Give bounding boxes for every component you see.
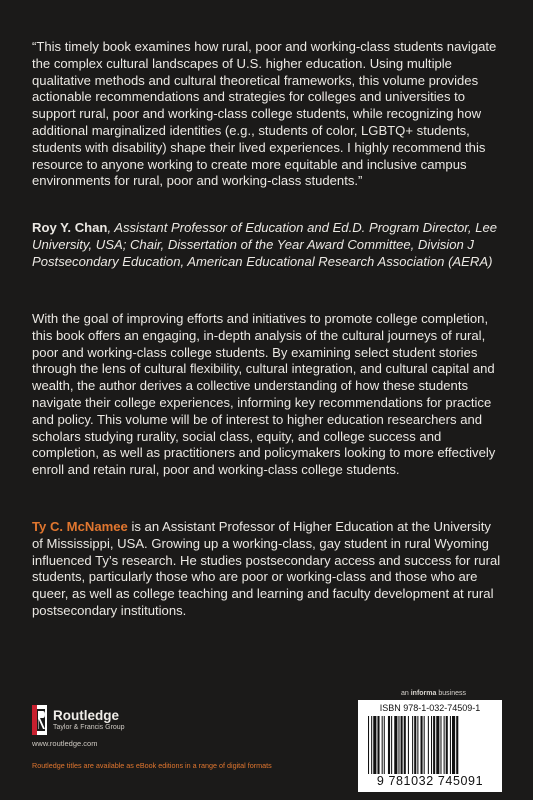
bio-text: is an Assistant Professor of Higher Education at the University of Mississippi, USA. Growing up a working-class, gay student in rural Wyoming influenced Ty’s research. He studies postsecondary access and success for rural students, particularly those who are poor or working-class and those who are queer, as well as college teaching and learning and faculty development at rural postsecondary institutions. (32, 519, 501, 618)
informa-prefix: an (401, 690, 411, 697)
publisher-name: Routledge (53, 708, 119, 723)
barcode-bar (428, 716, 429, 774)
barcode-bar (452, 716, 455, 774)
barcode-bar (408, 716, 409, 774)
barcode-bar (412, 716, 413, 774)
barcode-bar (388, 716, 390, 774)
endorser-name: Roy Y. Chan (32, 220, 108, 235)
book-description (32, 311, 502, 479)
barcode-bar (440, 716, 441, 774)
informa-brand: informa (410, 690, 437, 697)
barcode-bar (384, 716, 385, 774)
isbn-label: ISBN 978-1-032-74509-1 (379, 703, 481, 713)
barcode-bar (444, 716, 445, 774)
publisher-group: Taylor & Francis Group (53, 724, 125, 731)
endorser-title: , Assistant Professor of Education and Ed.D. Program Director, Lee University, USA; Chair, Dissertation of the Year Award Committee, Division J Postsecondary Education, American Educational Research Association (AERA) (32, 220, 498, 269)
barcode-bar (377, 716, 379, 774)
barcode-bar (456, 716, 458, 774)
barcode-bar (382, 716, 383, 774)
barcode-bar (450, 716, 451, 774)
barcode-bar (391, 716, 392, 774)
barcode-bar (436, 716, 439, 774)
routledge-r-logo-icon (32, 705, 47, 735)
publisher-website: www.routledge.com (32, 739, 98, 748)
barcode-digits: 9 781032 745091 (376, 774, 484, 788)
description-text: With the goal of improving efforts and initiatives to promote college completion, this book offers an engaging, in-depth analysis of the cultural journeys of rural, poor and working-class college students. By examining select student stories through the lens of cultural flexibility, cultural integration, and cultural capital and wealth, the author derives a collective understanding of how these students navigate their college experiences, informing key recommendations for practice and policy. This volume will be of interest to higher education researchers and scholars studying rurality, social class, equity, and college success and completion, as well as practitioners and policymakers looking to more effectively enroll and retain rural, poor and working-class college students. (32, 311, 496, 478)
barcode-bar (421, 716, 423, 774)
barcode-bar (373, 716, 376, 774)
informa-suffix: business (436, 690, 466, 697)
barcode-bar (404, 716, 406, 774)
barcode-bar (433, 716, 435, 774)
isbn-barcode (358, 700, 502, 792)
endorsement-quote (32, 39, 502, 190)
barcode-bar (417, 716, 418, 774)
author-name: Ty C. McNamee (32, 519, 128, 534)
author-bio (32, 519, 502, 620)
barcode-bar (394, 716, 397, 774)
barcode-bar (368, 716, 369, 774)
ebook-note: Routledge titles are available as eBook editions in a range of digital formats (32, 761, 272, 770)
routledge-logo (32, 705, 152, 741)
barcode-bar (446, 716, 448, 774)
informa-business-label (401, 690, 466, 697)
barcode-bar (431, 716, 432, 774)
barcode-bar (414, 716, 416, 774)
barcode-bar (371, 716, 372, 774)
barcode-bar (424, 716, 425, 774)
barcode-bar (398, 716, 399, 774)
endorser-credit (32, 220, 502, 270)
barcode-bar (401, 716, 403, 774)
quote-text: “This timely book examines how rural, poor and working-class students navigate the complex cultural landscapes of U.S. higher education. Using multiple qualitative methods and cultural theoretical frameworks, this volume provides actionable recommendations and strategies for colleges and universities to support rural, poor and working-class college students, while recognizing how additional marginalized identities (e.g., students of color, LGBTQ+ students, students with disability) shape their lived experiences. I highly recommend this resource to anyone working to create more equitable and inclusive campus environments for rural, poor and working-class students.” (32, 39, 497, 189)
barcode-bars (364, 716, 496, 774)
